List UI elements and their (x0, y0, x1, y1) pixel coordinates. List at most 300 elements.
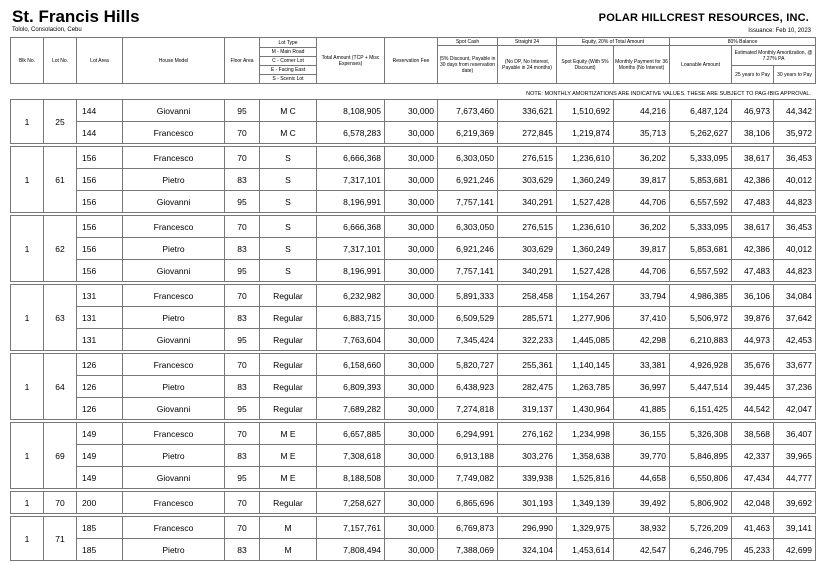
amort-30-cell: 44,777 (774, 467, 816, 489)
straight-24-cell: 301,193 (498, 492, 557, 514)
blk-cell: 1 (11, 517, 44, 561)
straight-24-cell: 296,990 (498, 517, 557, 539)
loanable-amount-cell: 5,806,902 (670, 492, 732, 514)
reservation-fee-cell: 30,000 (385, 260, 438, 282)
spot-equity-cell: 1,453,614 (557, 539, 614, 561)
loanable-amount-cell: 5,326,308 (670, 423, 732, 445)
col-25-years: 25 years to Pay (732, 66, 774, 84)
lot-area-cell: 185 (77, 539, 123, 561)
spot-cash-cell: 6,913,188 (438, 445, 498, 467)
lot-area-cell: 149 (77, 423, 123, 445)
table-row (11, 467, 816, 489)
house-model-cell: Francesco (123, 492, 225, 514)
table-row (11, 216, 816, 238)
floor-area-cell: 83 (225, 307, 260, 329)
total-amount-cell: 7,157,761 (317, 517, 385, 539)
reservation-fee-cell: 30,000 (385, 307, 438, 329)
lot-cell: 64 (44, 354, 77, 420)
spot-equity-cell: 1,445,085 (557, 329, 614, 351)
reservation-fee-cell: 30,000 (385, 122, 438, 144)
monthly-equity-cell: 42,547 (614, 539, 670, 561)
amort-30-cell: 44,823 (774, 260, 816, 282)
lot-type-cell: Regular (260, 354, 317, 376)
lot-area-cell: 144 (77, 122, 123, 144)
floor-area-cell: 95 (225, 100, 260, 122)
col-blk: Blk No. (11, 38, 44, 84)
col-total-amount: Total Amount (TCP + Misc Expenses) (317, 38, 385, 84)
house-model-cell: Francesco (123, 122, 225, 144)
monthly-equity-cell: 36,155 (614, 423, 670, 445)
straight-24-cell: 339,938 (498, 467, 557, 489)
table-row (11, 100, 816, 122)
lot-type-cell: M (260, 539, 317, 561)
lot-area-cell: 156 (77, 169, 123, 191)
price-table (10, 99, 816, 563)
floor-area-cell: 70 (225, 423, 260, 445)
floor-area-cell: 70 (225, 517, 260, 539)
spot-cash-cell: 6,219,369 (438, 122, 498, 144)
total-amount-cell: 8,196,991 (317, 260, 385, 282)
straight-24-cell: 303,629 (498, 238, 557, 260)
table-row (11, 354, 816, 376)
house-model-cell: Francesco (123, 423, 225, 445)
loanable-amount-cell: 4,986,385 (670, 285, 732, 307)
spot-equity-cell: 1,525,816 (557, 467, 614, 489)
loanable-amount-cell: 5,333,095 (670, 216, 732, 238)
lot-type-cell: S (260, 169, 317, 191)
reservation-fee-cell: 30,000 (385, 147, 438, 169)
lot-type-cell: S (260, 216, 317, 238)
table-row (11, 285, 816, 307)
amort-30-cell: 33,677 (774, 354, 816, 376)
straight-24-cell: 340,291 (498, 260, 557, 282)
monthly-equity-cell: 35,713 (614, 122, 670, 144)
table-row (11, 238, 816, 260)
monthly-equity-cell: 36,997 (614, 376, 670, 398)
lot-area-cell: 149 (77, 445, 123, 467)
blk-cell: 1 (11, 147, 44, 213)
loanable-amount-cell: 5,506,972 (670, 307, 732, 329)
spot-cash-cell: 6,303,050 (438, 216, 498, 238)
spot-cash-cell: 6,865,696 (438, 492, 498, 514)
blk-cell: 1 (11, 285, 44, 351)
lot-area-cell: 126 (77, 398, 123, 420)
house-model-cell: Giovanni (123, 329, 225, 351)
col-straight: Straight 24 (498, 38, 557, 46)
lot-type-cell: Regular (260, 492, 317, 514)
monthly-equity-cell: 39,770 (614, 445, 670, 467)
amort-25-cell: 47,434 (732, 467, 774, 489)
reservation-fee-cell: 30,000 (385, 354, 438, 376)
spot-cash-cell: 6,438,923 (438, 376, 498, 398)
blk-cell: 1 (11, 100, 44, 144)
lot-area-cell: 131 (77, 329, 123, 351)
reservation-fee-cell: 30,000 (385, 216, 438, 238)
spot-cash-cell: 6,294,991 (438, 423, 498, 445)
total-amount-cell: 7,808,494 (317, 539, 385, 561)
loanable-amount-cell: 5,262,627 (670, 122, 732, 144)
floor-area-cell: 83 (225, 238, 260, 260)
table-row (11, 122, 816, 144)
col-reservation-fee: Reservation Fee (385, 38, 438, 84)
spot-cash-cell: 7,388,069 (438, 539, 498, 561)
straight-24-cell: 324,104 (498, 539, 557, 561)
lot-type-cell: S (260, 238, 317, 260)
straight-24-cell: 282,475 (498, 376, 557, 398)
total-amount-cell: 7,317,101 (317, 169, 385, 191)
blk-cell: 1 (11, 354, 44, 420)
floor-area-cell: 95 (225, 191, 260, 213)
reservation-fee-cell: 30,000 (385, 398, 438, 420)
lot-area-cell: 144 (77, 100, 123, 122)
lot-type-cell: M E (260, 445, 317, 467)
lot-type-legend-corner: C - Corner Lot (260, 57, 316, 66)
location-text: Tololo, Consolacion, Cebu (12, 27, 82, 33)
monthly-equity-cell: 36,202 (614, 147, 670, 169)
loanable-amount-cell: 6,550,806 (670, 467, 732, 489)
lot-cell: 62 (44, 216, 77, 282)
price-table-header (10, 37, 816, 84)
total-amount-cell: 6,666,368 (317, 147, 385, 169)
lot-cell: 25 (44, 100, 77, 144)
straight-24-cell: 276,515 (498, 147, 557, 169)
monthly-equity-cell: 41,885 (614, 398, 670, 420)
monthly-equity-cell: 44,706 (614, 191, 670, 213)
amort-25-cell: 47,483 (732, 260, 774, 282)
reservation-fee-cell: 30,000 (385, 467, 438, 489)
spot-equity-cell: 1,360,249 (557, 169, 614, 191)
floor-area-cell: 95 (225, 329, 260, 351)
spot-equity-cell: 1,358,638 (557, 445, 614, 467)
amort-30-cell: 44,342 (774, 100, 816, 122)
spot-equity-cell: 1,236,610 (557, 216, 614, 238)
monthly-equity-cell: 36,202 (614, 216, 670, 238)
loanable-amount-cell: 5,333,095 (670, 147, 732, 169)
straight-24-cell: 340,291 (498, 191, 557, 213)
floor-area-cell: 95 (225, 260, 260, 282)
total-amount-cell: 6,578,283 (317, 122, 385, 144)
amort-30-cell: 42,047 (774, 398, 816, 420)
house-model-cell: Giovanni (123, 467, 225, 489)
loanable-amount-cell: 6,557,592 (670, 260, 732, 282)
lot-area-cell: 156 (77, 191, 123, 213)
amort-25-cell: 42,337 (732, 445, 774, 467)
table-row (11, 329, 816, 351)
amort-30-cell: 39,965 (774, 445, 816, 467)
amort-25-cell: 47,483 (732, 191, 774, 213)
house-model-cell: Pietro (123, 445, 225, 467)
lot-type-cell: S (260, 147, 317, 169)
lot-type-cell: Regular (260, 398, 317, 420)
straight-24-cell: 322,233 (498, 329, 557, 351)
house-model-cell: Pietro (123, 539, 225, 561)
company-name: POLAR HILLCREST RESOURCES, INC. (599, 12, 809, 24)
lot-area-cell: 131 (77, 307, 123, 329)
spot-cash-cell: 7,345,424 (438, 329, 498, 351)
lot-area-cell: 156 (77, 147, 123, 169)
lot-area-cell: 200 (77, 492, 123, 514)
col-straight-terms: (No DP, No Interest, Payable in 24 months) (498, 46, 557, 84)
house-model-cell: Pietro (123, 307, 225, 329)
lot-area-cell: 149 (77, 467, 123, 489)
total-amount-cell: 6,883,715 (317, 307, 385, 329)
loanable-amount-cell: 6,151,425 (670, 398, 732, 420)
loanable-amount-cell: 6,487,124 (670, 100, 732, 122)
reservation-fee-cell: 30,000 (385, 329, 438, 351)
monthly-equity-cell: 33,794 (614, 285, 670, 307)
loanable-amount-cell: 4,926,928 (670, 354, 732, 376)
lot-area-cell: 126 (77, 354, 123, 376)
house-model-cell: Francesco (123, 354, 225, 376)
floor-area-cell: 70 (225, 285, 260, 307)
lot-type-cell: Regular (260, 285, 317, 307)
col-30-years: 30 years to Pay (774, 66, 816, 84)
blk-cell: 1 (11, 423, 44, 489)
spot-equity-cell: 1,140,145 (557, 354, 614, 376)
amort-30-cell: 40,012 (774, 238, 816, 260)
spot-cash-cell: 7,757,141 (438, 260, 498, 282)
house-model-cell: Francesco (123, 147, 225, 169)
amort-30-cell: 36,453 (774, 147, 816, 169)
spot-equity-cell: 1,154,267 (557, 285, 614, 307)
total-amount-cell: 6,657,885 (317, 423, 385, 445)
monthly-equity-cell: 39,492 (614, 492, 670, 514)
floor-area-cell: 70 (225, 147, 260, 169)
monthly-equity-cell: 44,706 (614, 260, 670, 282)
floor-area-cell: 70 (225, 122, 260, 144)
col-lot-type (260, 38, 317, 84)
reservation-fee-cell: 30,000 (385, 423, 438, 445)
amort-25-cell: 39,876 (732, 307, 774, 329)
spot-equity-cell: 1,430,964 (557, 398, 614, 420)
table-row (11, 147, 816, 169)
lot-area-cell: 185 (77, 517, 123, 539)
amort-30-cell: 39,692 (774, 492, 816, 514)
reservation-fee-cell: 30,000 (385, 517, 438, 539)
straight-24-cell: 336,621 (498, 100, 557, 122)
lot-type-cell: M C (260, 100, 317, 122)
col-equity: Equity, 20% of Total Amount (557, 38, 670, 46)
loanable-amount-cell: 5,853,681 (670, 169, 732, 191)
table-row (11, 445, 816, 467)
house-model-cell: Francesco (123, 517, 225, 539)
spot-equity-cell: 1,360,249 (557, 238, 614, 260)
amort-30-cell: 37,642 (774, 307, 816, 329)
spot-cash-cell: 7,749,082 (438, 467, 498, 489)
col-amortization: Estimated Monthly Amortization, @ 7.27% PA (732, 46, 816, 66)
house-model-cell: Giovanni (123, 398, 225, 420)
lot-type-cell: M E (260, 423, 317, 445)
table-row (11, 539, 816, 561)
floor-area-cell: 83 (225, 445, 260, 467)
col-lot-area: Lot Area (77, 38, 123, 84)
reservation-fee-cell: 30,000 (385, 100, 438, 122)
col-spot-equity: Spot Equity (With 5% Discount) (557, 46, 614, 84)
lot-type-cell: Regular (260, 307, 317, 329)
reservation-fee-cell: 30,000 (385, 376, 438, 398)
monthly-equity-cell: 39,817 (614, 169, 670, 191)
lot-area-cell: 126 (77, 376, 123, 398)
amort-25-cell: 38,617 (732, 147, 774, 169)
total-amount-cell: 6,232,982 (317, 285, 385, 307)
straight-24-cell: 276,162 (498, 423, 557, 445)
lot-type-cell: S (260, 191, 317, 213)
lot-cell: 61 (44, 147, 77, 213)
floor-area-cell: 95 (225, 398, 260, 420)
loanable-amount-cell: 5,853,681 (670, 238, 732, 260)
total-amount-cell: 6,809,393 (317, 376, 385, 398)
spot-equity-cell: 1,263,785 (557, 376, 614, 398)
loanable-amount-cell: 6,246,795 (670, 539, 732, 561)
house-model-cell: Giovanni (123, 260, 225, 282)
lot-type-legend-main: M - Main Road (260, 48, 316, 57)
amort-30-cell: 34,084 (774, 285, 816, 307)
lot-type-cell: S (260, 260, 317, 282)
amort-25-cell: 46,973 (732, 100, 774, 122)
lot-type-title: Lot Type (260, 39, 316, 48)
reservation-fee-cell: 30,000 (385, 169, 438, 191)
amort-25-cell: 42,386 (732, 238, 774, 260)
amort-30-cell: 37,236 (774, 376, 816, 398)
monthly-equity-cell: 37,410 (614, 307, 670, 329)
col-lot: Lot No. (44, 38, 77, 84)
table-row (11, 492, 816, 514)
table-row (11, 169, 816, 191)
table-row (11, 376, 816, 398)
floor-area-cell: 70 (225, 492, 260, 514)
amort-25-cell: 42,048 (732, 492, 774, 514)
total-amount-cell: 7,763,604 (317, 329, 385, 351)
lot-cell: 69 (44, 423, 77, 489)
amort-25-cell: 38,617 (732, 216, 774, 238)
total-amount-cell: 8,188,508 (317, 467, 385, 489)
spot-cash-cell: 5,891,333 (438, 285, 498, 307)
amort-25-cell: 44,973 (732, 329, 774, 351)
blk-cell: 1 (11, 492, 44, 514)
col-loanable: Loanable Amount (670, 46, 732, 84)
amort-25-cell: 42,386 (732, 169, 774, 191)
straight-24-cell: 303,629 (498, 169, 557, 191)
total-amount-cell: 6,158,660 (317, 354, 385, 376)
amort-25-cell: 41,463 (732, 517, 774, 539)
lot-cell: 63 (44, 285, 77, 351)
disclaimer-note: NOTE: MONTHLY AMORTIZATIONS ARE INDICATIVE VALUES. THESE ARE SUBJECT TO PAG-IBIG APPROVAL. (526, 91, 811, 97)
amort-30-cell: 36,453 (774, 216, 816, 238)
straight-24-cell: 255,361 (498, 354, 557, 376)
lot-type-cell: M E (260, 467, 317, 489)
spot-equity-cell: 1,219,874 (557, 122, 614, 144)
total-amount-cell: 8,196,991 (317, 191, 385, 213)
straight-24-cell: 276,515 (498, 216, 557, 238)
straight-24-cell: 258,458 (498, 285, 557, 307)
floor-area-cell: 83 (225, 539, 260, 561)
monthly-equity-cell: 44,658 (614, 467, 670, 489)
issuance-date: Issuance: Feb 10, 2023 (748, 28, 811, 34)
table-row (11, 398, 816, 420)
loanable-amount-cell: 5,846,895 (670, 445, 732, 467)
straight-24-cell: 319,137 (498, 398, 557, 420)
col-spot-cash-terms: (5% Discount, Payable in 30 days from reservation date) (438, 46, 498, 84)
floor-area-cell: 83 (225, 169, 260, 191)
lot-type-cell: Regular (260, 329, 317, 351)
page-title: St. Francis Hills (12, 7, 140, 27)
table-row (11, 423, 816, 445)
amort-30-cell: 42,453 (774, 329, 816, 351)
amort-25-cell: 39,445 (732, 376, 774, 398)
col-monthly-equity: Monthly Payment for 36 Months (No Interest) (614, 46, 670, 84)
spot-equity-cell: 1,527,428 (557, 191, 614, 213)
house-model-cell: Pietro (123, 238, 225, 260)
amort-30-cell: 44,823 (774, 191, 816, 213)
total-amount-cell: 7,308,618 (317, 445, 385, 467)
loanable-amount-cell: 6,210,883 (670, 329, 732, 351)
monthly-equity-cell: 44,216 (614, 100, 670, 122)
lot-type-legend-scenic: S - Scenic Lot (260, 75, 316, 83)
spot-cash-cell: 6,921,246 (438, 169, 498, 191)
spot-cash-cell: 6,509,529 (438, 307, 498, 329)
monthly-equity-cell: 42,298 (614, 329, 670, 351)
table-row (11, 517, 816, 539)
house-model-cell: Pietro (123, 169, 225, 191)
spot-equity-cell: 1,510,692 (557, 100, 614, 122)
amort-25-cell: 44,542 (732, 398, 774, 420)
spot-cash-cell: 7,757,141 (438, 191, 498, 213)
lot-area-cell: 156 (77, 260, 123, 282)
house-model-cell: Francesco (123, 216, 225, 238)
house-model-cell: Giovanni (123, 191, 225, 213)
loanable-amount-cell: 6,557,592 (670, 191, 732, 213)
spot-equity-cell: 1,236,610 (557, 147, 614, 169)
lot-type-legend-east: E - Facing East (260, 66, 316, 75)
reservation-fee-cell: 30,000 (385, 492, 438, 514)
lot-area-cell: 156 (77, 216, 123, 238)
reservation-fee-cell: 30,000 (385, 285, 438, 307)
spot-equity-cell: 1,527,428 (557, 260, 614, 282)
amort-30-cell: 42,699 (774, 539, 816, 561)
amort-25-cell: 35,676 (732, 354, 774, 376)
col-spot-cash: Spot Cash (438, 38, 498, 46)
house-model-cell: Francesco (123, 285, 225, 307)
lot-area-cell: 131 (77, 285, 123, 307)
total-amount-cell: 7,317,101 (317, 238, 385, 260)
loanable-amount-cell: 5,726,209 (670, 517, 732, 539)
straight-24-cell: 285,571 (498, 307, 557, 329)
loanable-amount-cell: 5,447,514 (670, 376, 732, 398)
lot-cell: 70 (44, 492, 77, 514)
lot-type-cell: M C (260, 122, 317, 144)
total-amount-cell: 8,108,905 (317, 100, 385, 122)
amort-25-cell: 36,106 (732, 285, 774, 307)
lot-area-cell: 156 (77, 238, 123, 260)
amort-25-cell: 45,233 (732, 539, 774, 561)
total-amount-cell: 6,666,368 (317, 216, 385, 238)
reservation-fee-cell: 30,000 (385, 539, 438, 561)
lot-type-cell: Regular (260, 376, 317, 398)
reservation-fee-cell: 30,000 (385, 191, 438, 213)
total-amount-cell: 7,258,627 (317, 492, 385, 514)
amort-30-cell: 39,141 (774, 517, 816, 539)
lot-cell: 71 (44, 517, 77, 561)
total-amount-cell: 7,689,282 (317, 398, 385, 420)
monthly-equity-cell: 38,932 (614, 517, 670, 539)
lot-type-cell: M (260, 517, 317, 539)
floor-area-cell: 70 (225, 216, 260, 238)
amort-25-cell: 38,568 (732, 423, 774, 445)
col-balance: 80% Balance (670, 38, 816, 46)
floor-area-cell: 83 (225, 376, 260, 398)
spot-cash-cell: 6,303,050 (438, 147, 498, 169)
monthly-equity-cell: 33,381 (614, 354, 670, 376)
